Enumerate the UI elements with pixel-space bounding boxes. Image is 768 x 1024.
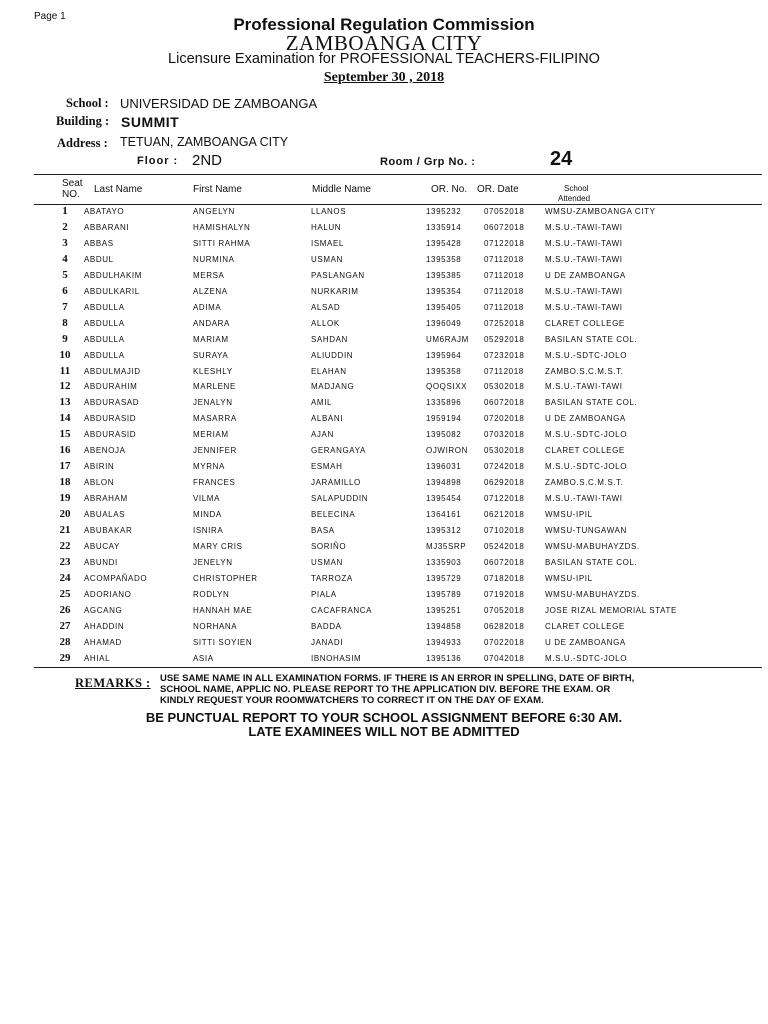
or-date: 06072018 xyxy=(484,222,525,232)
punctuality-notice: BE PUNCTUAL REPORT TO YOUR SCHOOL ASSIGNMENT BEFORE 6:30 AM. xyxy=(145,710,623,725)
or-number: 1396031 xyxy=(426,462,462,472)
seat-number: 22 xyxy=(59,539,71,552)
table-row xyxy=(0,619,768,638)
school-attended: WMSU-MABUHAYZDS. xyxy=(545,589,640,599)
table-row xyxy=(0,478,768,494)
seat-number: 29 xyxy=(59,651,71,664)
or-date: 05302018 xyxy=(484,446,525,456)
first-name: ADIMA xyxy=(193,302,222,312)
or-date: 06282018 xyxy=(484,621,525,631)
col-last-name: Last Name xyxy=(94,184,143,195)
table-row xyxy=(0,587,768,606)
col-seat-bottom: NO. xyxy=(62,189,80,200)
last-name: ABDURASAD xyxy=(84,398,140,408)
school-attended: M.S.U.-SDTC-JOLO xyxy=(545,653,628,663)
col-school-bottom: Attended xyxy=(558,194,591,203)
last-name: ABDURAHIM xyxy=(84,382,138,392)
first-name: JENNIFER xyxy=(193,446,237,456)
table-row xyxy=(0,252,768,271)
middle-name: ISMAEL xyxy=(311,238,344,248)
seat-number: 20 xyxy=(59,508,71,521)
school-attended: CLARET COLLEGE xyxy=(545,621,625,631)
first-name: NURMINA xyxy=(193,254,235,264)
middle-name: ALBANI xyxy=(311,414,344,424)
agency-title: Professional Regulation Commission xyxy=(233,15,535,34)
remarks-text xyxy=(160,673,700,706)
middle-name: SALAPUDDIN xyxy=(311,494,369,504)
table-row xyxy=(0,462,768,478)
or-number: 1395405 xyxy=(426,302,462,312)
seat-number: 13 xyxy=(59,396,71,409)
or-date: 07022018 xyxy=(484,637,525,647)
room-label: Room / Grp No. : xyxy=(380,156,476,168)
last-name: ADORIANO xyxy=(84,589,132,599)
school-attended: M.S.U.-SDTC-JOLO xyxy=(545,462,628,472)
col-middle-name: Middle Name xyxy=(312,184,371,195)
school-attended: BASILAN STATE COL. xyxy=(545,557,638,567)
or-date: 07032018 xyxy=(484,430,525,440)
last-name: AHADDIN xyxy=(84,621,125,631)
middle-name: HALUN xyxy=(311,222,342,232)
school-attended: U DE ZAMBOANGA xyxy=(545,270,626,280)
first-name: ANGELYN xyxy=(193,207,235,216)
school-attended: CLARET COLLEGE xyxy=(545,318,625,328)
seat-number: 11 xyxy=(59,364,71,377)
last-name: ABDULMAJID xyxy=(84,366,141,376)
school-attended: CLARET COLLEGE xyxy=(545,446,625,456)
seat-number: 26 xyxy=(59,603,71,616)
last-name: AHIAL xyxy=(84,653,111,663)
middle-name: CACAFRANCA xyxy=(311,605,373,615)
or-number: 1395312 xyxy=(426,526,462,535)
first-name: JENELYN xyxy=(193,557,233,567)
exam-date: September 30 , 2018 xyxy=(323,70,445,85)
middle-name: ESMAH xyxy=(311,462,343,472)
late-notice: LATE EXAMINEES WILL NOT BE ADMITTED xyxy=(248,724,520,739)
school-attended: ZAMBO.S.C.M.S.T. xyxy=(545,478,624,488)
seat-number: 9 xyxy=(62,332,68,345)
first-name: MARIAM xyxy=(193,334,229,344)
or-number: 1395729 xyxy=(426,573,462,583)
middle-name: AMIL xyxy=(311,398,333,408)
floor-label: Floor : xyxy=(137,155,179,167)
last-name: ABDULLA xyxy=(84,350,125,360)
last-name: ABUBAKAR xyxy=(84,526,133,535)
or-date: 05292018 xyxy=(484,334,525,344)
seat-number: 15 xyxy=(59,428,71,441)
city-title: ZAMBOANGA CITY xyxy=(285,31,483,55)
middle-name: NURKARIM xyxy=(311,286,359,296)
middle-name: USMAN xyxy=(311,557,343,567)
or-number: 1335896 xyxy=(426,398,462,408)
last-name: ABDULLA xyxy=(84,302,125,312)
first-name: SITTI SOYIEN xyxy=(193,637,253,647)
or-number: 1395428 xyxy=(426,238,462,248)
school-attended: U DE ZAMBOANGA xyxy=(545,414,626,424)
first-name: KLESHLY xyxy=(193,366,233,376)
table-row xyxy=(0,398,768,414)
or-date: 07232018 xyxy=(484,350,525,360)
seat-number: 6 xyxy=(62,284,68,297)
school-attended: M.S.U.-TAWI-TAWI xyxy=(545,494,623,504)
or-date: 06212018 xyxy=(484,510,525,520)
last-name: AGCANG xyxy=(84,605,123,615)
first-name: FRANCES xyxy=(193,478,236,488)
seat-number: 2 xyxy=(62,220,68,233)
school-attended: M.S.U.-TAWI-TAWI xyxy=(545,238,623,248)
school-label: School : xyxy=(66,96,109,110)
first-name: SITTI RAHMA xyxy=(193,238,251,248)
or-number: 1335914 xyxy=(426,222,462,232)
seat-number: 24 xyxy=(59,571,71,584)
school-attended: M.S.U.-TAWI-TAWI xyxy=(545,382,623,392)
school-value: UNIVERSIDAD DE ZAMBOANGA xyxy=(120,96,318,111)
first-name: HAMISHALYN xyxy=(193,222,251,232)
or-date: 07112018 xyxy=(484,366,524,376)
last-name: ABBARANI xyxy=(84,222,130,232)
seat-number: 4 xyxy=(62,252,68,265)
last-name: ABENOJA xyxy=(84,446,126,456)
last-name: ABLON xyxy=(84,478,115,488)
seat-number: 8 xyxy=(62,316,68,329)
or-number: 1364161 xyxy=(426,510,462,520)
school-attended: M.S.U.-SDTC-JOLO xyxy=(545,350,628,360)
last-name: ABBAS xyxy=(84,238,114,248)
building-label: Building : xyxy=(56,114,110,128)
table-row xyxy=(0,284,768,303)
table-row xyxy=(0,220,768,239)
last-name: ABDULLA xyxy=(84,318,125,328)
seat-number: 10 xyxy=(59,348,71,361)
seat-number: 12 xyxy=(59,380,71,393)
last-name: ABDULKARIL xyxy=(84,286,140,296)
school-attended: M.S.U.-SDTC-JOLO xyxy=(545,430,628,440)
middle-name: TARROZA xyxy=(311,573,353,583)
middle-name: MADJANG xyxy=(311,382,355,392)
table-row xyxy=(0,526,768,542)
header-bottom-rule xyxy=(34,204,762,205)
table-row xyxy=(0,571,768,590)
or-number: MJ35SRP xyxy=(426,541,467,551)
first-name: VILMA xyxy=(193,494,221,504)
header-top-rule xyxy=(34,174,762,175)
first-name: CHRISTOPHER xyxy=(193,573,258,583)
or-number: 1395385 xyxy=(426,270,462,280)
middle-name: LLANOS xyxy=(311,207,347,216)
middle-name: SAHDAN xyxy=(311,334,348,344)
school-attended: JOSE RIZAL MEMORIAL STATE xyxy=(545,605,677,615)
first-name: ANDARA xyxy=(193,318,230,328)
table-row xyxy=(0,603,768,622)
or-date: 07052018 xyxy=(484,207,525,216)
last-name: AHAMAD xyxy=(84,637,122,647)
seat-number: 16 xyxy=(59,444,71,457)
col-seat-top: Seat xyxy=(62,178,83,189)
middle-name: ALSAD xyxy=(311,302,341,312)
table-row xyxy=(0,494,768,510)
middle-name: BADDA xyxy=(311,621,342,631)
school-attended: M.S.U.-TAWI-TAWI xyxy=(545,222,623,232)
middle-name: BELECINA xyxy=(311,510,356,520)
school-attended: WMSU-ZAMBOANGA CITY xyxy=(545,207,656,216)
first-name: MARY CRIS xyxy=(193,541,243,551)
first-name: MINDA xyxy=(193,510,222,520)
or-number: 1396049 xyxy=(426,318,462,328)
seat-number: 23 xyxy=(59,555,71,568)
or-date: 06072018 xyxy=(484,557,525,567)
remarks-label: REMARKS : xyxy=(75,676,151,690)
or-date: 07122018 xyxy=(484,238,525,248)
first-name: HANNAH MAE xyxy=(193,605,253,615)
or-date: 07202018 xyxy=(484,414,525,424)
first-name: SURAYA xyxy=(193,350,229,360)
or-date: 07252018 xyxy=(484,318,525,328)
remarks-line: KINDLY REQUEST YOUR ROOMWATCHERS TO CORRECT IT ON THE DAY OF EXAM. xyxy=(160,695,544,706)
last-name: ABDULHAKIM xyxy=(84,270,143,280)
school-attended: M.S.U.-TAWI-TAWI xyxy=(545,286,623,296)
or-number: OJWIRON xyxy=(426,446,468,456)
seat-number: 3 xyxy=(62,236,68,249)
first-name: MARLENE xyxy=(193,382,236,392)
table-row xyxy=(0,364,768,383)
middle-name: SORIÑO xyxy=(311,541,347,551)
last-name: ABUNDI xyxy=(84,557,118,567)
last-name: ABDURASID xyxy=(84,430,137,440)
or-number: 1395136 xyxy=(426,653,462,663)
seat-number: 25 xyxy=(59,587,71,600)
table-row xyxy=(0,300,768,319)
seat-number: 27 xyxy=(59,619,71,632)
school-attended: WMSU-IPIL xyxy=(545,573,593,583)
middle-name: ELAHAN xyxy=(311,366,347,376)
or-number: 1395964 xyxy=(426,350,462,360)
or-number: 1395354 xyxy=(426,286,462,296)
last-name: ABDURASID xyxy=(84,414,137,424)
first-name: JENALYN xyxy=(193,398,233,408)
first-name: MERIAM xyxy=(193,430,229,440)
table-row xyxy=(0,446,768,462)
or-number: UM6RAJM xyxy=(426,334,469,344)
table-row xyxy=(0,510,768,526)
or-number: 1395232 xyxy=(426,207,462,216)
or-number: 1395454 xyxy=(426,494,462,504)
middle-name: AJAN xyxy=(311,430,334,440)
first-name: ALZENA xyxy=(193,286,228,296)
school-attended: BASILAN STATE COL. xyxy=(545,334,638,344)
table-row xyxy=(0,268,768,287)
col-school-top: School xyxy=(564,184,589,193)
seat-number: 28 xyxy=(59,635,71,648)
table-row xyxy=(0,316,768,335)
middle-name: IBNOHASIM xyxy=(311,653,362,663)
school-attended: U DE ZAMBOANGA xyxy=(545,637,626,647)
last-name: ABATAYO xyxy=(84,207,125,216)
or-date: 06072018 xyxy=(484,398,525,408)
remarks-line: USE SAME NAME IN ALL EXAMINATION FORMS. IF THERE IS AN ERROR IN SPELLING, DATE OF BIRTH, xyxy=(160,673,635,684)
or-date: 06292018 xyxy=(484,478,525,488)
or-date: 07112018 xyxy=(484,286,524,296)
remarks-line: SCHOOL NAME, APPLIC NO. PLEASE REPORT TO THE APPLICATION DIV. BEFORE THE EXAM. OR xyxy=(160,684,611,695)
school-attended: WMSU-IPIL xyxy=(545,510,593,520)
or-date: 05302018 xyxy=(484,382,525,392)
building-value: SUMMIT xyxy=(121,114,180,130)
first-name: RODLYN xyxy=(193,589,230,599)
seat-number: 17 xyxy=(59,460,71,473)
address-value: TETUAN, ZAMBOANGA CITY xyxy=(120,135,289,149)
seat-number: 18 xyxy=(59,476,71,489)
or-date: 07192018 xyxy=(484,589,525,599)
floor-value: 2ND xyxy=(192,152,223,169)
school-attended: ZAMBO.S.C.M.S.T. xyxy=(545,366,624,376)
seat-number: 14 xyxy=(59,412,71,425)
first-name: NORHANA xyxy=(193,621,238,631)
col-first-name: First Name xyxy=(193,184,242,195)
or-number: 1959194 xyxy=(426,414,462,424)
or-number: 1395358 xyxy=(426,366,462,376)
or-date: 07112018 xyxy=(484,254,524,264)
table-row xyxy=(0,382,768,398)
col-or-no: OR. No. xyxy=(431,184,468,195)
table-row xyxy=(0,414,768,430)
or-number: QOQSIXX xyxy=(426,382,468,392)
seat-number: 21 xyxy=(59,524,71,536)
or-number: 1395358 xyxy=(426,254,462,264)
middle-name: ALIUDDIN xyxy=(311,350,354,360)
last-name: ABIRIN xyxy=(84,462,115,472)
middle-name: ALLOK xyxy=(311,318,340,328)
first-name: ISNIRA xyxy=(193,526,224,535)
first-name: MERSA xyxy=(193,270,225,280)
table-row xyxy=(0,539,768,558)
first-name: MYRNA xyxy=(193,462,225,472)
middle-name: JANADI xyxy=(311,637,344,647)
seat-number: 1 xyxy=(62,205,68,217)
last-name: ABDUL xyxy=(84,254,114,264)
or-date: 07112018 xyxy=(484,302,524,312)
or-date: 07112018 xyxy=(484,270,524,280)
or-date: 05242018 xyxy=(484,541,525,551)
or-date: 07052018 xyxy=(484,605,525,615)
school-attended: BASILAN STATE COL. xyxy=(545,398,638,408)
school-attended: WMSU-MABUHAYZDS. xyxy=(545,541,640,551)
table-row xyxy=(0,207,768,223)
first-name: MASARRA xyxy=(193,414,237,424)
col-or-date: OR. Date xyxy=(477,184,519,195)
school-attended: M.S.U.-TAWI-TAWI xyxy=(545,254,623,264)
table-row xyxy=(0,555,768,574)
last-name: ABDULLA xyxy=(84,334,125,344)
seat-number: 19 xyxy=(59,492,71,505)
or-date: 07182018 xyxy=(484,573,525,583)
last-name: ABUCAY xyxy=(84,541,120,551)
last-name: ACOMPAÑADO xyxy=(84,573,148,583)
middle-name: PIALA xyxy=(311,589,337,599)
page-number: Page 1 xyxy=(34,11,66,22)
table-row xyxy=(0,332,768,351)
or-date: 07102018 xyxy=(484,526,525,535)
table-row xyxy=(0,236,768,255)
or-date: 07122018 xyxy=(484,494,525,504)
table-row xyxy=(0,635,768,654)
middle-name: GERANGAYA xyxy=(311,446,366,456)
list-bottom-rule xyxy=(34,667,762,668)
or-number: 1395251 xyxy=(426,605,462,615)
table-row xyxy=(0,348,768,367)
school-attended: WMSU-TUNGAWAN xyxy=(545,526,627,535)
middle-name: USMAN xyxy=(311,254,343,264)
exam-title: Licensure Examination for PROFESSIONAL TEACHERS-FILIPINO xyxy=(168,51,600,67)
last-name: ABUALAS xyxy=(84,510,126,520)
school-attended: M.S.U.-TAWI-TAWI xyxy=(545,302,623,312)
middle-name: BASA xyxy=(311,526,335,535)
or-number: 1395789 xyxy=(426,589,462,599)
middle-name: PASLANGAN xyxy=(311,270,365,280)
last-name: ABRAHAM xyxy=(84,494,128,504)
first-name: ASIA xyxy=(193,653,214,663)
seat-number: 7 xyxy=(62,300,68,313)
seat-number: 5 xyxy=(62,268,68,281)
or-number: 1395082 xyxy=(426,430,462,440)
or-date: 07042018 xyxy=(484,653,525,663)
room-value: 24 xyxy=(550,148,573,170)
or-date: 07242018 xyxy=(484,462,525,472)
table-row xyxy=(0,430,768,446)
middle-name: JARAMILLO xyxy=(311,478,361,488)
or-number: 1394933 xyxy=(426,637,462,647)
or-number: 1335903 xyxy=(426,557,462,567)
address-label: Address : xyxy=(57,136,108,150)
or-number: 1394898 xyxy=(426,478,462,488)
or-number: 1394858 xyxy=(426,621,462,631)
